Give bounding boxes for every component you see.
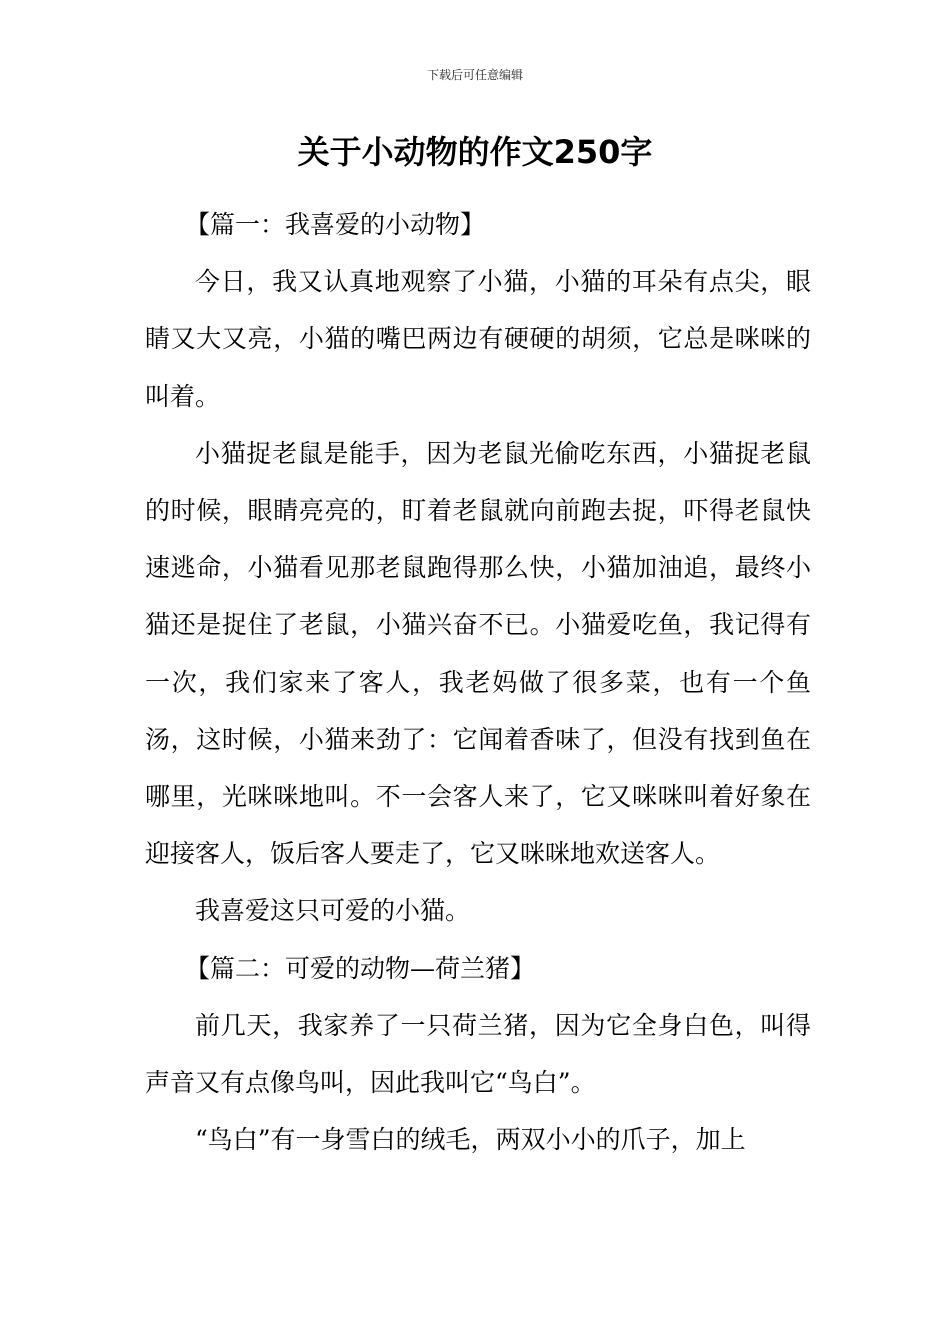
page-header: 下载后可任意编辑 — [426, 68, 523, 82]
paragraph: 我喜爱这只可爱的小猫。 — [195, 896, 471, 926]
paragraph: 今日，我又认真地观察了小猫，小猫的耳朵有点尖，眼睛又大又亮，小猫的嘴巴两边有硬硬的胡须，它总是咪咪的叫着。 — [145, 267, 811, 411]
paragraph: 前几天，我家养了一只荷兰猪，因为它全身白色，叫得声音又有点像鸟叫，因此我叫它“鸟白”。 — [145, 1010, 811, 1098]
section-heading-2: 【篇二：可爱的动物—荷兰猪】 — [185, 953, 536, 983]
page-title: 关于小动物的作文250字 — [297, 133, 653, 171]
paragraph: “鸟白”有一身雪白的绒毛，两双小小的爪子，加上 — [195, 1125, 746, 1155]
section-heading-1: 【篇一：我喜爱的小动物】 — [185, 210, 486, 239]
paragraph: 小猫捉老鼠是能手，因为老鼠光偷吃东西，小猫捉老鼠的时候，眼睛亮亮的，盯着老鼠就向前跑去捉，吓得老鼠快速逃命，小猫看见那老鼠跑得那么快，小猫加油追，最终小猫还是捉住了老鼠，小猫兴奋不已。小猫爱吃鱼，我记得有一次，我们家来了客人，我老妈做了很多菜，也有一个鱼汤，这时候，小猫来劲了：它闻着香味了，但没有找到鱼在哪里，光咪咪地叫。不一会客人来了，它又咪咪叫着好象在迎接客人，饭后客人要走了，它又咪咪地欢送客人。 — [145, 438, 811, 869]
document-body — [145, 196, 811, 1168]
